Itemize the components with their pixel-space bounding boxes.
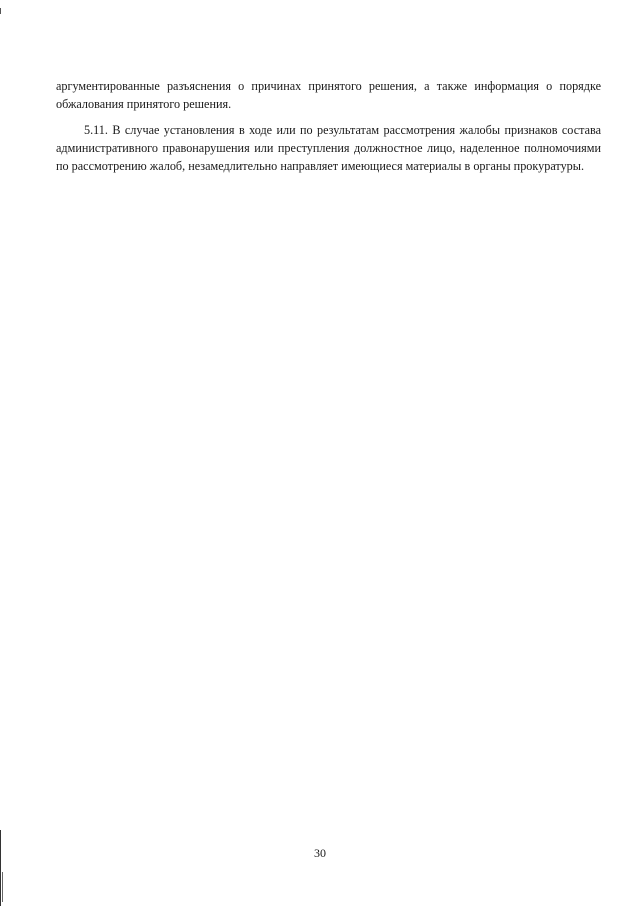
scan-edge-mark <box>0 8 1 14</box>
scan-edge-mark <box>2 872 3 902</box>
paragraph-continuation: аргументированные разъяснения о причинах принятого решения, а также информация о порядке обжалования принятого решения. <box>56 79 601 111</box>
scan-edge-mark <box>0 830 1 906</box>
page-number: 30 <box>314 846 326 860</box>
paragraph-5-11: 5.11. В случае установления в ходе или по результатам рассмотрения жалобы признаков состава административного правонарушения или преступления должностное лицо, наделенное полномочиями по рассмотрению жалоб, незамедлительно направляет имеющиеся материалы в органы прокуратуры. <box>56 123 601 173</box>
